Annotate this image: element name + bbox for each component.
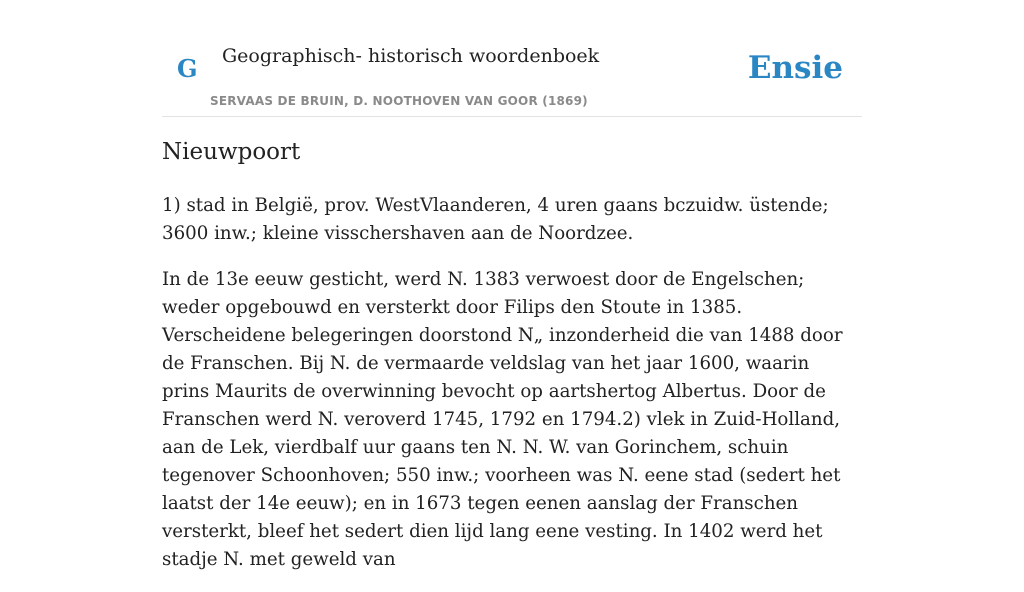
entry-paragraph: 1) stad in België, prov. WestVlaanderen, 4 uren gaans bczuidw. üstende; 3600 inw.; kleine visschershaven aan de Noordzee. bbox=[162, 195, 829, 244]
dictionary-title-link[interactable]: Geographisch- historisch woordenboek bbox=[222, 45, 600, 67]
entry-paragraph: In de 13e eeuw gesticht, werd N. 1383 verwoest door de Engelschen; weder opgebouwd en versterkt door Filips den Stoute in 1385. Verscheidene belegeringen doorstond N„ inzonderheid die van 1488 door de Franschen. Bij N. de vermaarde veldslag van het jaar 1600, waarin prins Maurits de overwinning bevocht op aartshertog Albertus. Door de Franschen werd N. veroverd 1745, 1792 en 1794.2) vlek in Zuid-Holland, aan de Lek, vierdbalf uur gaans ten N. N. W. van Gorinchem, schuin tegenover Schoonhoven; 550 inw.; voorheen was N. eene stad (sedert het laatst der 14e eeuw); en in 1673 tegen eenen aanslag der Franschen versterkt, bleef het sedert dien lijd lang eene vesting. In 1402 werd het stadje N. met geweld van bbox=[162, 269, 843, 570]
ensie-brand-logo[interactable]: Ensie bbox=[747, 50, 843, 86]
entry-title: Nieuwpoort bbox=[162, 139, 301, 165]
page-header bbox=[162, 0, 862, 117]
dictionary-authors: SERVAAS DE BRUIN, D. NOOTHOVEN VAN GOOR (1869) bbox=[210, 94, 588, 108]
entry-content bbox=[162, 192, 862, 592]
dictionary-logo[interactable]: G bbox=[177, 54, 198, 83]
